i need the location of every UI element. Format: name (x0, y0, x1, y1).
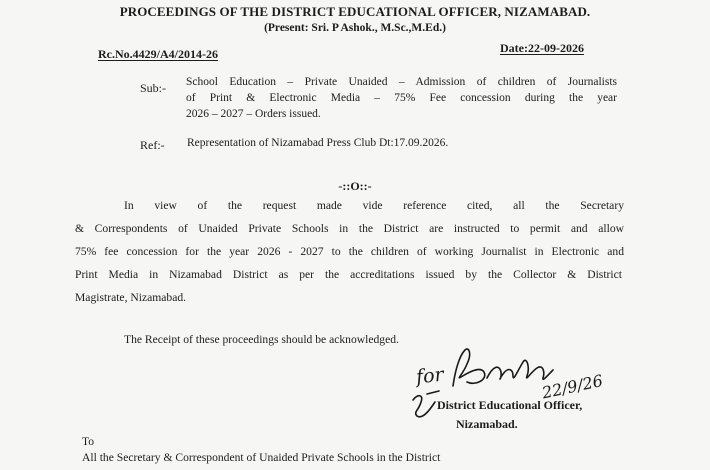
reference-number: Rc.No.4429/A4/2014-26 (98, 47, 218, 61)
date-label: Date: (500, 41, 528, 55)
reference-label: Ref:- (140, 138, 165, 152)
officer-present-line: (Present: Sri. P Ashok., M.Sc.,M.Ed.) (264, 22, 446, 34)
reference-text: Representation of Nizamabad Press Club Dt:17.09.2026. (187, 137, 449, 149)
body-line: & Correspondents of Unaided Private Schools in the District are instructed to permit and allow (75, 222, 624, 235)
subject-label: Sub:- (140, 81, 167, 95)
officer-designation: District Educational Officer, (437, 398, 583, 412)
section-separator: -::O::- (338, 179, 372, 193)
signature-mark (413, 391, 439, 417)
recipient-to-label: To (82, 435, 95, 448)
document-date (500, 41, 584, 56)
subject-line: of Print & Electronic Media – 75% Fee concession during the year (186, 92, 617, 104)
subject-line: School Education – Private Unaided – Admission of children of Journalists (186, 76, 617, 88)
body-line: 75% fee concession for the year 2026 - 2027 to the children of working Journalist in Electronic and (75, 245, 624, 258)
officer-place: Nizamabad. (456, 417, 518, 431)
signature-date: 22/9/26 (540, 370, 605, 403)
body-line: In view of the request made vide reference cited, all the Secretary (124, 199, 624, 212)
recipient-line: All the Secretary & Correspondent of Unaided Private Schools in the District (82, 451, 441, 464)
subject-line: 2026 – 2027 – Orders issued. (186, 108, 321, 120)
acknowledgement-note: The Receipt of these proceedings should be acknowledged. (124, 333, 399, 346)
signature-prefix: for (414, 363, 445, 389)
signature-flourish (453, 349, 553, 386)
body-line: Magistrate, Nizamabad. (75, 291, 187, 304)
document-title: PROCEEDINGS OF THE DISTRICT EDUCATIONAL OFFICER, NIZAMABAD. (119, 4, 591, 19)
body-line: Print Media in Nizamabad District as per the accreditations issued by the Collector & District (75, 268, 622, 281)
date-value: 22-09-2026 (527, 41, 584, 55)
